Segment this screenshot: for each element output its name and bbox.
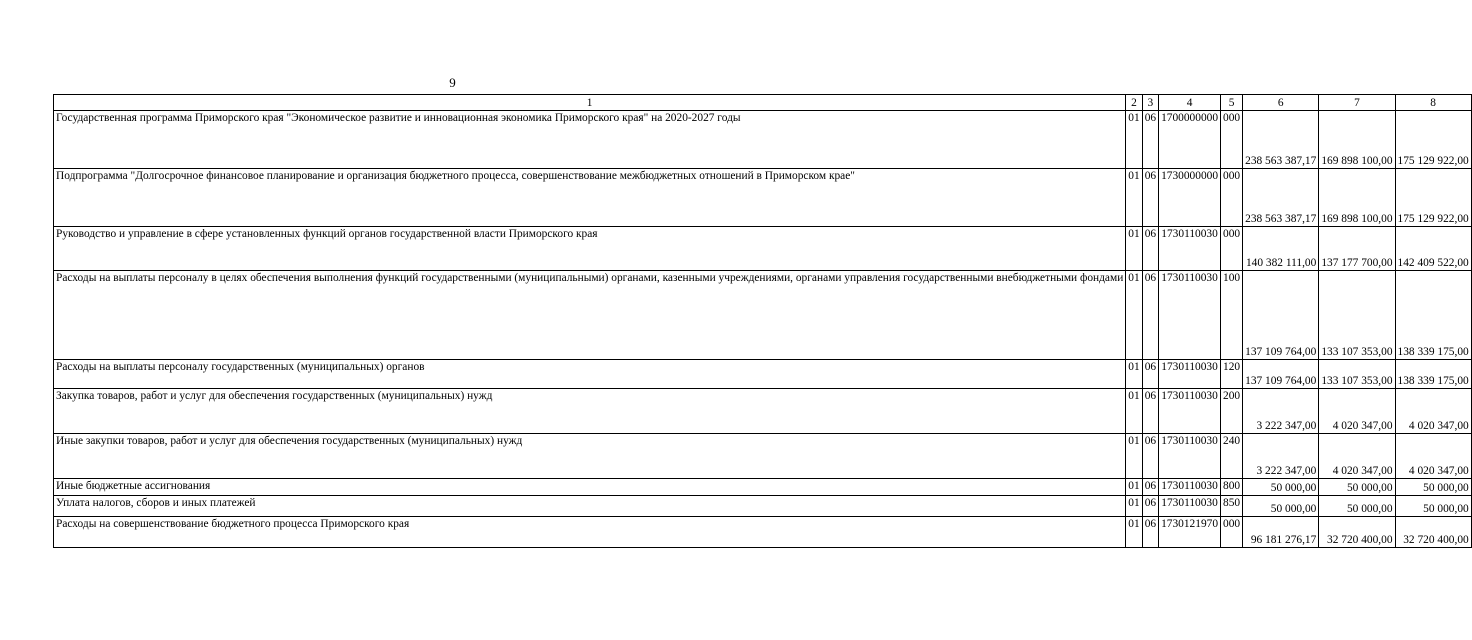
expense-type-code: 850 [1221, 496, 1243, 517]
amount-col-8: 50 000,00 [1395, 479, 1471, 496]
column-header: 1 [54, 95, 1126, 111]
page-number: 9 [449, 75, 456, 90]
row-name: Расходы на выплаты персоналу государственных (муниципальных) органов [54, 360, 1126, 389]
column-header: 2 [1126, 95, 1142, 111]
amount-col-8: 138 339 175,00 [1395, 271, 1471, 360]
table-row [54, 517, 1472, 548]
section-code: 01 [1126, 271, 1142, 360]
amount-col-8: 4 020 347,00 [1395, 434, 1471, 479]
section-code: 01 [1126, 169, 1142, 227]
table-row [54, 389, 1472, 434]
amount-col-8: 175 129 922,00 [1395, 169, 1471, 227]
target-code: 1730110030 [1159, 271, 1221, 360]
amount-col-6: 140 382 111,00 [1243, 227, 1319, 271]
target-code: 1730110030 [1159, 434, 1221, 479]
row-name: Иные закупки товаров, работ и услуг для обеспечения государственных (муниципальных) нужд [54, 434, 1126, 479]
amount-col-7: 50 000,00 [1319, 496, 1395, 517]
expense-type-code: 100 [1221, 271, 1243, 360]
amount-col-8: 4 020 347,00 [1395, 389, 1471, 434]
table-row [54, 360, 1472, 389]
target-code: 1730121970 [1159, 517, 1221, 548]
amount-col-7: 169 898 100,00 [1319, 111, 1395, 169]
amount-col-6: 96 181 276,17 [1243, 517, 1319, 548]
amount-col-6: 137 109 764,00 [1243, 271, 1319, 360]
table-row [54, 479, 1472, 496]
expense-type-code: 000 [1221, 227, 1243, 271]
expense-type-code: 120 [1221, 360, 1243, 389]
amount-col-7: 133 107 353,00 [1319, 271, 1395, 360]
subsection-code: 06 [1142, 496, 1158, 517]
subsection-code: 06 [1142, 517, 1158, 548]
column-header: 7 [1319, 95, 1395, 111]
table-row [54, 434, 1472, 479]
column-header: 4 [1159, 95, 1221, 111]
amount-col-6: 238 563 387,17 [1243, 169, 1319, 227]
table-row [54, 496, 1472, 517]
section-code: 01 [1126, 517, 1142, 548]
section-code: 01 [1126, 479, 1142, 496]
row-name: Расходы на совершенствование бюджетного процесса Приморского края [54, 517, 1126, 548]
header-row [54, 95, 1472, 111]
amount-col-8: 138 339 175,00 [1395, 360, 1471, 389]
target-code: 1730110030 [1159, 479, 1221, 496]
column-header: 3 [1142, 95, 1158, 111]
amount-col-8: 32 720 400,00 [1395, 517, 1471, 548]
target-code: 1730110030 [1159, 389, 1221, 434]
amount-col-6: 3 222 347,00 [1243, 389, 1319, 434]
section-code: 01 [1126, 111, 1142, 169]
amount-col-6: 238 563 387,17 [1243, 111, 1319, 169]
amount-col-7: 4 020 347,00 [1319, 389, 1395, 434]
column-header: 8 [1395, 95, 1471, 111]
row-name: Государственная программа Приморского края "Экономическое развитие и инновационная экономика Приморского края" на 2020-2027 годы [54, 111, 1126, 169]
amount-col-7: 50 000,00 [1319, 479, 1395, 496]
amount-col-8: 50 000,00 [1395, 496, 1471, 517]
expense-type-code: 000 [1221, 111, 1243, 169]
expense-type-code: 240 [1221, 434, 1243, 479]
expense-type-code: 200 [1221, 389, 1243, 434]
subsection-code: 06 [1142, 360, 1158, 389]
amount-col-7: 4 020 347,00 [1319, 434, 1395, 479]
amount-col-8: 142 409 522,00 [1395, 227, 1471, 271]
subsection-code: 06 [1142, 169, 1158, 227]
target-code: 1730110030 [1159, 496, 1221, 517]
target-code: 1730110030 [1159, 360, 1221, 389]
subsection-code: 06 [1142, 227, 1158, 271]
amount-col-6: 3 222 347,00 [1243, 434, 1319, 479]
amount-col-6: 137 109 764,00 [1243, 360, 1319, 389]
expense-type-code: 800 [1221, 479, 1243, 496]
amount-col-7: 133 107 353,00 [1319, 360, 1395, 389]
row-name: Расходы на выплаты персоналу в целях обеспечения выполнения функций государственными (муниципальными) органами, казенными учреждениями, органами управления государственными внебюджетными фондами [54, 271, 1126, 360]
row-name: Иные бюджетные ассигнования [54, 479, 1126, 496]
target-code: 1730110030 [1159, 227, 1221, 271]
subsection-code: 06 [1142, 111, 1158, 169]
target-code: 1730000000 [1159, 169, 1221, 227]
subsection-code: 06 [1142, 434, 1158, 479]
expense-type-code: 000 [1221, 517, 1243, 548]
amount-col-6: 50 000,00 [1243, 479, 1319, 496]
row-name: Подпрограмма "Долгосрочное финансовое планирование и организация бюджетного процесса, совершенствование межбюджетных отношений в Приморском крае" [54, 169, 1126, 227]
table-row [54, 271, 1472, 360]
amount-col-8: 175 129 922,00 [1395, 111, 1471, 169]
row-name: Уплата налогов, сборов и иных платежей [54, 496, 1126, 517]
section-code: 01 [1126, 389, 1142, 434]
table-row [54, 169, 1472, 227]
section-code: 01 [1126, 434, 1142, 479]
amount-col-7: 169 898 100,00 [1319, 169, 1395, 227]
budget-table [53, 94, 1472, 548]
amount-col-6: 50 000,00 [1243, 496, 1319, 517]
expense-type-code: 000 [1221, 169, 1243, 227]
amount-col-7: 137 177 700,00 [1319, 227, 1395, 271]
subsection-code: 06 [1142, 389, 1158, 434]
row-name: Закупка товаров, работ и услуг для обеспечения государственных (муниципальных) нужд [54, 389, 1126, 434]
section-code: 01 [1126, 360, 1142, 389]
section-code: 01 [1126, 496, 1142, 517]
target-code: 1700000000 [1159, 111, 1221, 169]
table-row [54, 227, 1472, 271]
column-header: 5 [1221, 95, 1243, 111]
table-row [54, 111, 1472, 169]
amount-col-7: 32 720 400,00 [1319, 517, 1395, 548]
subsection-code: 06 [1142, 479, 1158, 496]
subsection-code: 06 [1142, 271, 1158, 360]
row-name: Руководство и управление в сфере установленных функций органов государственной власти Приморского края [54, 227, 1126, 271]
section-code: 01 [1126, 227, 1142, 271]
column-header: 6 [1243, 95, 1319, 111]
